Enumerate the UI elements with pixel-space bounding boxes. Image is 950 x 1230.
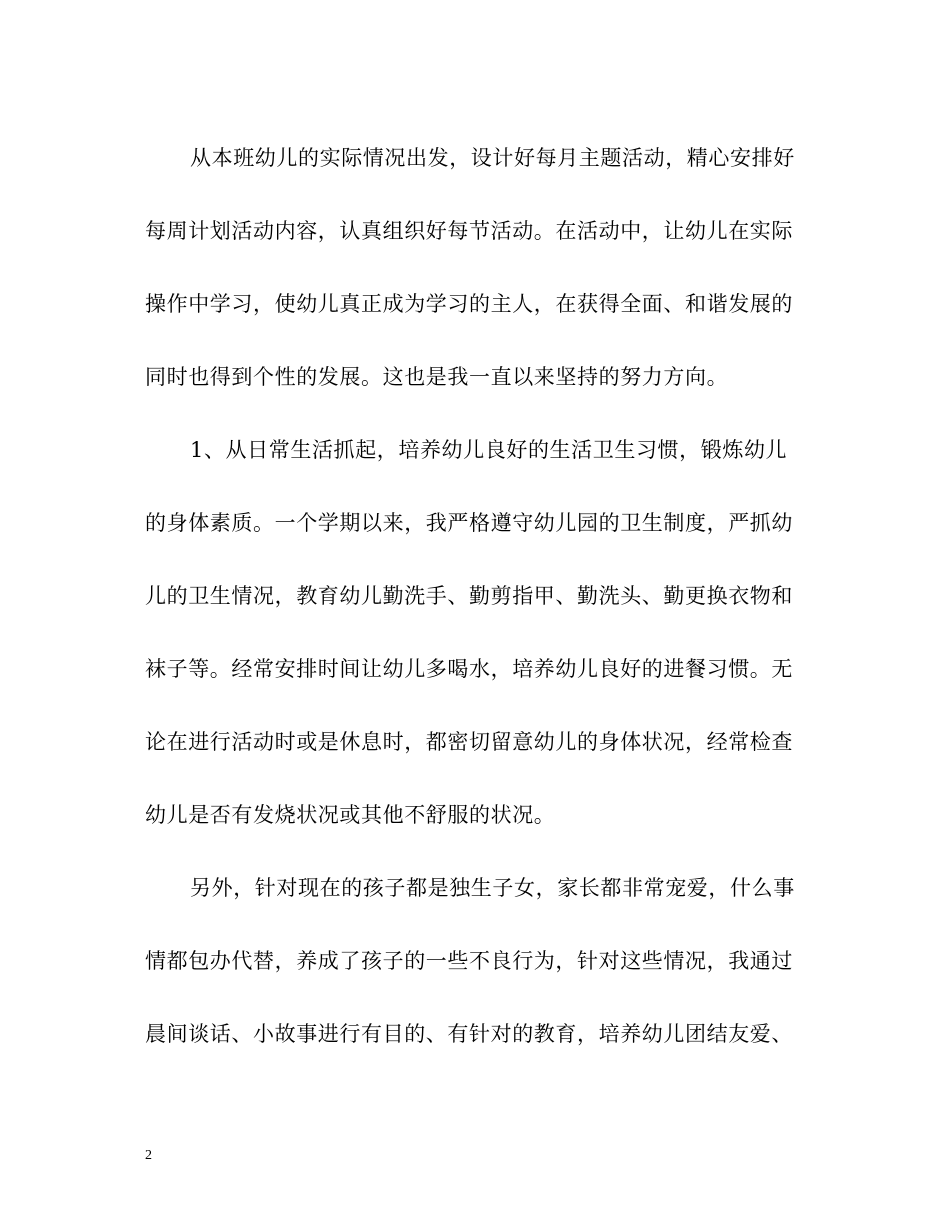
paragraph-line: 袜子等。经常安排时间让幼儿多喝水，培养幼儿良好的进餐习惯。无 bbox=[145, 657, 793, 681]
paragraph-line: 的身体素质。一个学期以来，我严格遵守幼儿园的卫生制度，严抓幼 bbox=[145, 511, 793, 535]
page-number: 2 bbox=[145, 1148, 152, 1163]
paragraph-line: 每周计划活动内容，认真组织好每节活动。在活动中，让幼儿在实际 bbox=[145, 219, 793, 243]
paragraph-line: 晨间谈话、小故事进行有目的、有针对的教育，培养幼儿团结友爱、 bbox=[145, 1022, 793, 1046]
paragraph-line: 论在进行活动时或是休息时，都密切留意幼儿的身体状况，经常检查 bbox=[145, 730, 793, 754]
paragraph-line: 同时也得到个性的发展。这也是我一直以来坚持的努力方向。 bbox=[145, 365, 729, 389]
paragraph-line: 1、从日常生活抓起，培养幼儿良好的生活卫生习惯，锻炼幼儿 bbox=[190, 438, 788, 462]
paragraph-line: 幼儿是否有发烧状况或其他不舒服的状况。 bbox=[145, 803, 556, 827]
paragraph-line: 情都包办代替，养成了孩子的一些不良行为，针对这些情况，我通过 bbox=[145, 949, 793, 973]
paragraph-line: 另外，针对现在的孩子都是独生子女，家长都非常宠爱，什么事 bbox=[190, 876, 795, 900]
paragraph-line: 操作中学习，使幼儿真正成为学习的主人，在获得全面、和谐发展的 bbox=[145, 292, 793, 316]
paragraph-line: 从本班幼儿的实际情况出发，设计好每月主题活动，精心安排好 bbox=[190, 146, 795, 170]
paragraph-line: 儿的卫生情况，教育幼儿勤洗手、勤剪指甲、勤洗头、勤更换衣物和 bbox=[145, 584, 793, 608]
